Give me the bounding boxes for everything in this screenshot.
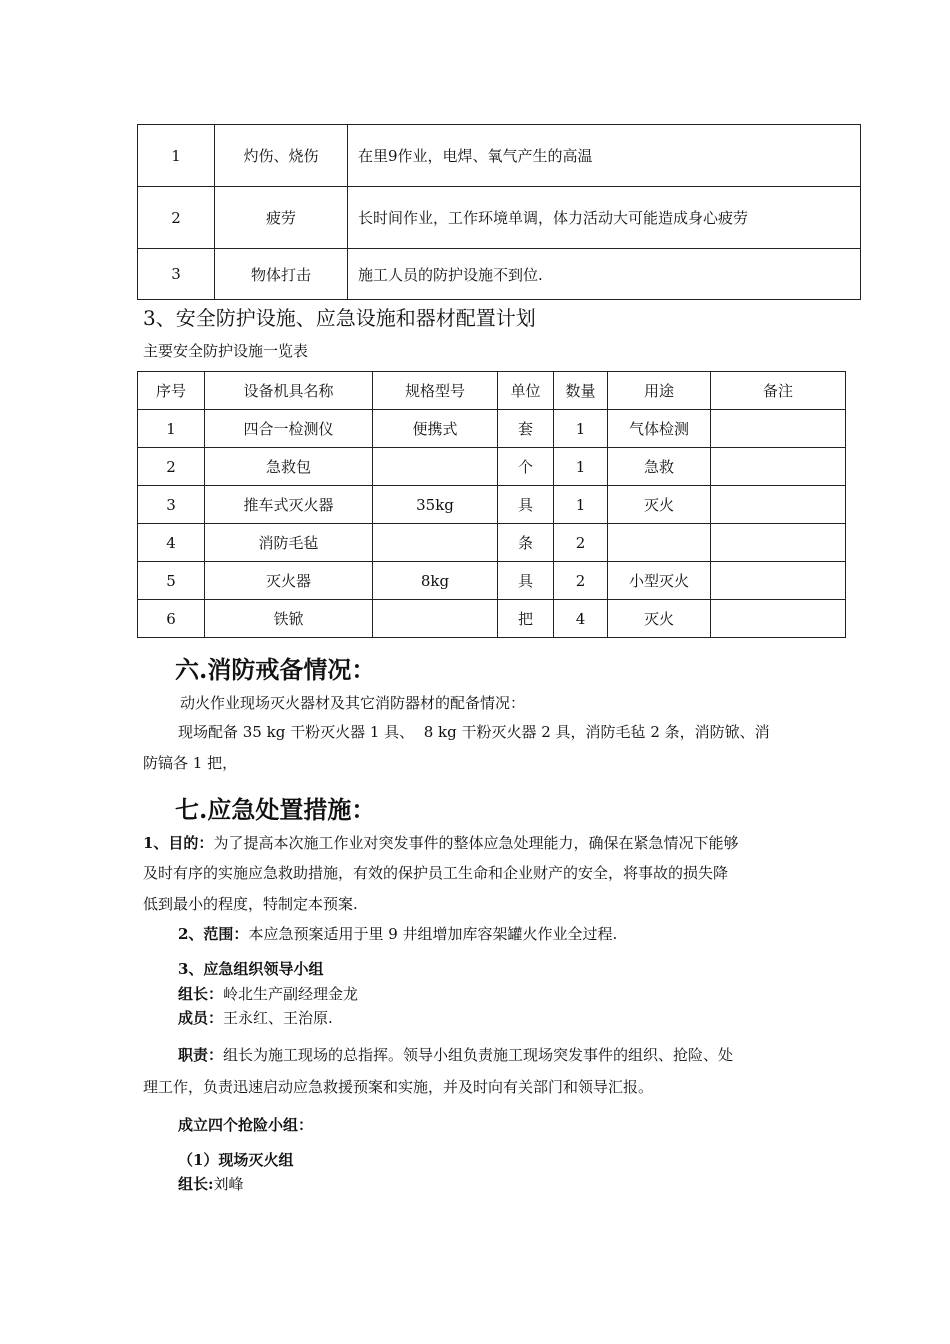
table-cell: 6 bbox=[138, 600, 205, 638]
scope-paragraph bbox=[178, 919, 617, 949]
group1-heading: （1）现场灭火组 bbox=[178, 1151, 294, 1169]
table-cell: 1 bbox=[554, 410, 608, 448]
groups-heading: 成立四个抢险小组： bbox=[178, 1116, 314, 1134]
section7-heading: 七.应急处置措施： bbox=[175, 795, 376, 824]
table-cell: 5 bbox=[138, 562, 205, 600]
table-cell: 2 bbox=[554, 562, 608, 600]
table-cell: 1 bbox=[554, 448, 608, 486]
purpose-line3: 低到最小的程度，特制定本预案. bbox=[143, 895, 358, 913]
org-heading: 3、应急组织领导小组 bbox=[178, 960, 324, 978]
table-cell: 灭火器 bbox=[205, 562, 373, 600]
table-cell bbox=[711, 562, 846, 600]
table-cell: 2 bbox=[138, 448, 205, 486]
table-cell bbox=[373, 600, 498, 638]
table-cell: 4 bbox=[138, 524, 205, 562]
table-cell: 四合一检测仪 bbox=[205, 410, 373, 448]
table-cell: 灭火 bbox=[608, 600, 711, 638]
table-row bbox=[138, 562, 846, 600]
table-cell bbox=[711, 600, 846, 638]
table-cell: 条 bbox=[498, 524, 554, 562]
table-cell: 把 bbox=[498, 600, 554, 638]
table-cell: 2 bbox=[554, 524, 608, 562]
table-cell: 个 bbox=[498, 448, 554, 486]
table-cell: 35kg bbox=[373, 486, 498, 524]
column-header: 数量 bbox=[554, 372, 608, 410]
members-label: 成员： bbox=[178, 1009, 224, 1027]
group1-leader-text: 刘峰 bbox=[213, 1175, 244, 1193]
table-row bbox=[138, 410, 846, 448]
group1-leader-label: 组长: bbox=[178, 1175, 214, 1193]
table-cell bbox=[608, 524, 711, 562]
equipment-table bbox=[137, 371, 846, 638]
column-header: 序号 bbox=[138, 372, 205, 410]
table-row bbox=[138, 125, 861, 187]
column-header: 备注 bbox=[711, 372, 846, 410]
hazard-no: 1 bbox=[138, 125, 215, 187]
table-cell bbox=[711, 524, 846, 562]
section6-heading: 六.消防戒备情况： bbox=[175, 655, 376, 684]
hazard-table bbox=[137, 124, 861, 300]
group1-leader-line bbox=[178, 1169, 244, 1199]
table-cell: 3 bbox=[138, 486, 205, 524]
leader-label: 组长： bbox=[178, 985, 224, 1003]
table-cell: 灭火 bbox=[608, 486, 711, 524]
purpose-paragraph bbox=[143, 828, 738, 858]
purpose-label: 1、目的： bbox=[143, 834, 214, 852]
hazard-no: 2 bbox=[138, 187, 215, 249]
table-row bbox=[138, 187, 861, 249]
table-row bbox=[138, 249, 861, 300]
duty-paragraph bbox=[178, 1040, 733, 1070]
table-cell bbox=[373, 448, 498, 486]
section6-line1: 现场配备 35 kg 干粉灭火器 1 具、 8 kg 干粉灭火器 2 具，消防毛毡 2 条，消防锨、消 bbox=[178, 723, 770, 741]
table-cell: 便携式 bbox=[373, 410, 498, 448]
section6-intro: 动火作业现场灭火器材及其它消防器材的配备情况： bbox=[180, 694, 526, 712]
duty-line2: 理工作，负责迅速启动应急救援预案和实施，并及时向有关部门和领导汇报。 bbox=[143, 1078, 654, 1096]
table-row bbox=[138, 448, 846, 486]
section6-line2: 防镐各 1 把， bbox=[143, 754, 238, 772]
members-line bbox=[178, 1003, 333, 1033]
hazard-desc: 施工人员的防护设施不到位. bbox=[348, 249, 861, 300]
table-cell: 消防毛毡 bbox=[205, 524, 373, 562]
table-cell bbox=[711, 448, 846, 486]
scope-text: 本应急预案适用于里 9 井组增加库容架罐火作业全过程. bbox=[248, 925, 618, 943]
duty-label: 职责： bbox=[178, 1046, 224, 1064]
table-cell: 1 bbox=[554, 486, 608, 524]
table-cell: 气体检测 bbox=[608, 410, 711, 448]
hazard-type: 灼伤、烧伤 bbox=[215, 125, 348, 187]
table-row bbox=[138, 600, 846, 638]
table-row bbox=[138, 524, 846, 562]
purpose-line2: 及时有序的实施应急救助措施，有效的保护员工生命和企业财产的安全，将事故的损失降 bbox=[143, 864, 729, 882]
section3-heading: 3、安全防护设施、应急设施和器材配置计划 bbox=[143, 306, 536, 330]
table-cell: 8kg bbox=[373, 562, 498, 600]
table-cell: 具 bbox=[498, 486, 554, 524]
table-cell: 小型灭火 bbox=[608, 562, 711, 600]
hazard-desc: 在里9作业，电焊、氧气产生的高温 bbox=[348, 125, 861, 187]
table-cell bbox=[373, 524, 498, 562]
column-header: 规格型号 bbox=[373, 372, 498, 410]
table-cell: 具 bbox=[498, 562, 554, 600]
equip-table-caption: 主要安全防护设施一览表 bbox=[143, 342, 309, 360]
table-cell: 套 bbox=[498, 410, 554, 448]
table-cell: 铁锨 bbox=[205, 600, 373, 638]
hazard-type: 物体打击 bbox=[215, 249, 348, 300]
table-row bbox=[138, 486, 846, 524]
table-cell bbox=[711, 410, 846, 448]
table-cell: 1 bbox=[138, 410, 205, 448]
column-header: 设备机具名称 bbox=[205, 372, 373, 410]
hazard-desc: 长时间作业，工作环境单调，体力活动大可能造成身心疲劳 bbox=[348, 187, 861, 249]
table-cell: 推车式灭火器 bbox=[205, 486, 373, 524]
table-cell: 急救 bbox=[608, 448, 711, 486]
table-cell: 急救包 bbox=[205, 448, 373, 486]
column-header: 单位 bbox=[498, 372, 554, 410]
scope-label: 2、范围： bbox=[178, 925, 249, 943]
column-header: 用途 bbox=[608, 372, 711, 410]
hazard-no: 3 bbox=[138, 249, 215, 300]
members-text: 王永红、王治原. bbox=[223, 1009, 333, 1027]
duty-line1: 组长为施工现场的总指挥。领导小组负责施工现场突发事件的组织、抢险、处 bbox=[223, 1046, 734, 1064]
table-cell bbox=[711, 486, 846, 524]
table-cell: 4 bbox=[554, 600, 608, 638]
purpose-line1: 为了提高本次施工作业对突发事件的整体应急处理能力，确保在紧急情况下能够 bbox=[213, 834, 739, 852]
hazard-type: 疲劳 bbox=[215, 187, 348, 249]
leader-text: 岭北生产副经理金龙 bbox=[223, 985, 359, 1003]
table-header-row bbox=[138, 372, 846, 410]
